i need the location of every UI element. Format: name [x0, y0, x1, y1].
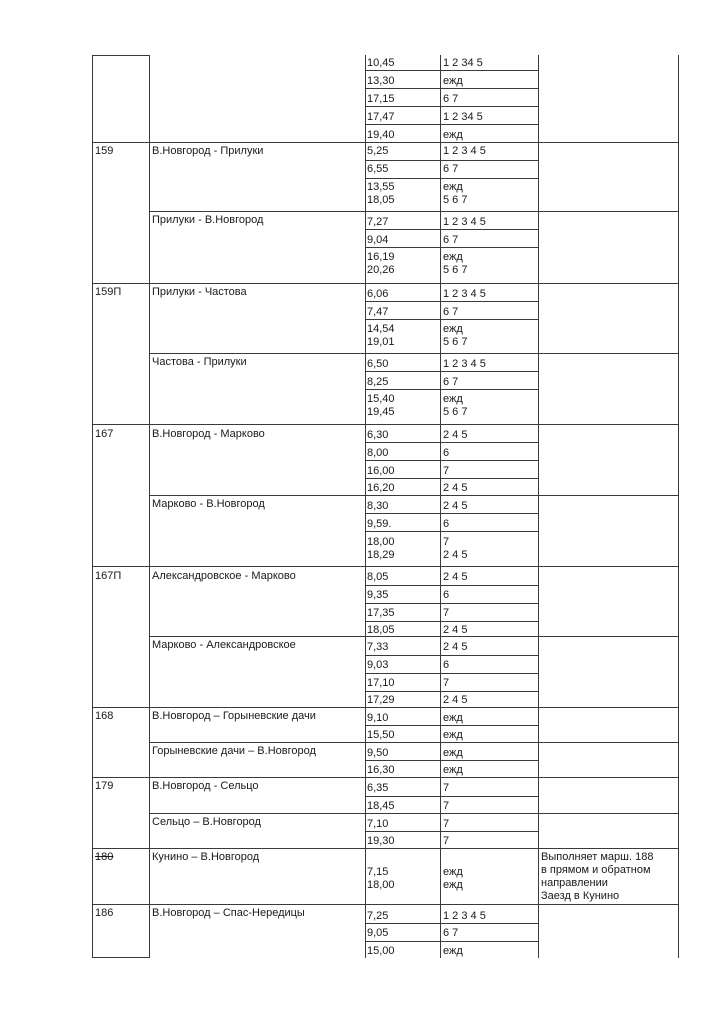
segment-separator: [149, 742, 679, 743]
time-cell: 19,45: [367, 406, 395, 418]
time-cell: 9,35: [367, 589, 389, 601]
days-cell: 7: [443, 818, 450, 830]
route-separator: [92, 424, 679, 425]
days-cell: 1 2 3 4 5: [443, 358, 486, 370]
time-cell: 6,35: [367, 782, 389, 794]
row-line: [365, 725, 538, 726]
row-line: [365, 389, 538, 390]
segment-name: В.Новгород – Спас-Нередицы: [152, 907, 305, 919]
days-cell: 7: [443, 782, 450, 794]
time-cell: 6,55: [367, 163, 389, 175]
row-line: [365, 478, 538, 479]
row-line: [365, 673, 538, 674]
days-cell: 6 7: [443, 927, 459, 939]
days-cell: ежд: [443, 181, 463, 193]
note-line: направлении: [541, 877, 608, 889]
row-line: [365, 655, 538, 656]
days-cell: 7: [443, 835, 450, 847]
row-line: [365, 160, 538, 161]
top-line-first-col: [92, 55, 149, 56]
route-separator: [92, 707, 679, 708]
time-cell: 9,03: [367, 659, 389, 671]
segment-name: Горыневские дачи – В.Новгород: [152, 745, 316, 757]
route-number: 179: [95, 780, 114, 792]
row-line: [365, 585, 538, 586]
segment-name: Частова - Прилуки: [152, 356, 247, 368]
segment-name: Александровское - Марково: [152, 570, 296, 582]
time-cell: 15,00: [367, 945, 395, 957]
time-cell: 19,01: [367, 336, 395, 348]
route-number-struck: 180: [95, 851, 114, 863]
row-line: [365, 229, 538, 230]
time-cell: 7,10: [367, 818, 389, 830]
route-separator: [92, 777, 679, 778]
row-line: [365, 442, 538, 443]
route-separator: [92, 848, 679, 849]
col-line-left: [92, 55, 93, 958]
row-line: [365, 831, 538, 832]
days-cell: 7: [443, 800, 450, 812]
days-cell: 6: [443, 518, 450, 530]
time-cell: 18,45: [367, 800, 395, 812]
time-cell: 9,10: [367, 712, 389, 724]
segment-name: В.Новгород - Марково: [152, 428, 265, 440]
row-line: [365, 621, 538, 622]
days-cell: ежд: [443, 866, 463, 878]
days-cell: ежд: [443, 729, 463, 741]
route-number: 159: [95, 145, 114, 157]
days-cell: ежд: [443, 712, 463, 724]
col-line-time-end: [440, 55, 441, 958]
days-cell: 7: [443, 677, 450, 689]
days-cell: 6 7: [443, 234, 459, 246]
days-cell: 6: [443, 659, 450, 671]
time-cell: 19,40: [367, 129, 395, 141]
time-cell: 6,50: [367, 358, 389, 370]
days-cell: 6 7: [443, 93, 459, 105]
days-cell: 2 4 5: [443, 482, 468, 494]
days-cell: 5 6 7: [443, 264, 468, 276]
days-cell: 7: [443, 465, 450, 477]
days-cell: ежд: [443, 75, 463, 87]
row-line: [365, 513, 538, 514]
days-cell: 1 2 3 4 5: [443, 288, 486, 300]
time-cell: 17,10: [367, 677, 395, 689]
days-cell: 7: [443, 607, 450, 619]
row-line: [365, 371, 538, 372]
days-cell: 6 7: [443, 306, 459, 318]
row-line: [365, 796, 538, 797]
days-cell: 1 2 34 5: [443, 57, 483, 69]
days-cell: ежд: [443, 323, 463, 335]
row-line: [365, 178, 538, 179]
time-cell: 14,54: [367, 323, 395, 335]
time-cell: 5,25: [367, 145, 389, 157]
days-cell: 5 6 7: [443, 194, 468, 206]
time-cell: 7,33: [367, 641, 389, 653]
time-cell: 18,00: [367, 536, 395, 548]
route-separator: [92, 566, 679, 567]
col-line-right: [678, 55, 679, 958]
time-cell: 6,30: [367, 429, 389, 441]
segment-name: Кунино – В.Новгород: [152, 851, 260, 863]
time-cell: 18,05: [367, 194, 395, 206]
row-line: [365, 923, 538, 924]
time-cell: 17,15: [367, 93, 395, 105]
days-cell: 2 4 5: [443, 571, 468, 583]
time-cell: 18,29: [367, 549, 395, 561]
segment-name: В.Новгород - Сельцо: [152, 780, 259, 792]
time-cell: 7,27: [367, 216, 389, 228]
row-line: [365, 531, 538, 532]
time-cell: 17,29: [367, 694, 395, 706]
top-row-line: [365, 88, 538, 89]
time-cell: 7,47: [367, 306, 389, 318]
route-separator: [92, 142, 679, 143]
segment-name: Прилуки - Частова: [152, 286, 247, 298]
col-line-route-end: [149, 55, 150, 958]
time-cell: 8,00: [367, 447, 389, 459]
row-line: [365, 691, 538, 692]
segment-name: Марково - В.Новгород: [152, 498, 265, 510]
time-cell: 8,30: [367, 500, 389, 512]
segment-name: Сельцо – В.Новгород: [152, 816, 261, 828]
time-cell: 8,25: [367, 376, 389, 388]
time-cell: 16,20: [367, 482, 395, 494]
days-cell: 2 4 5: [443, 624, 468, 636]
days-cell: ежд: [443, 764, 463, 776]
days-cell: ежд: [443, 879, 463, 891]
days-cell: ежд: [443, 393, 463, 405]
time-cell: 9,50: [367, 747, 389, 759]
time-cell: 7,15: [367, 866, 389, 878]
time-cell: 8,05: [367, 571, 389, 583]
row-line: [365, 603, 538, 604]
bottom-line: [92, 957, 150, 958]
days-cell: ежд: [443, 945, 463, 957]
row-line: [365, 760, 538, 761]
route-number: 159П: [95, 286, 122, 298]
note-line: в прямом и обратном: [541, 864, 651, 876]
days-cell: 2 4 5: [443, 429, 468, 441]
time-cell: 16,19: [367, 251, 395, 263]
top-row-line: [365, 124, 538, 125]
route-number: 167: [95, 428, 114, 440]
time-cell: 16,00: [367, 465, 395, 477]
time-cell: 7,25: [367, 910, 389, 922]
days-cell: 2 4 5: [443, 694, 468, 706]
row-line: [365, 301, 538, 302]
time-cell: 17,47: [367, 111, 395, 123]
row-line: [365, 247, 538, 248]
days-cell: 2 4 5: [443, 549, 468, 561]
days-cell: ежд: [443, 251, 463, 263]
time-cell: 10,45: [367, 57, 395, 69]
row-line: [365, 460, 538, 461]
days-cell: ежд: [443, 747, 463, 759]
time-cell: 13,30: [367, 75, 395, 87]
days-cell: 5 6 7: [443, 406, 468, 418]
time-cell: 20,26: [367, 264, 395, 276]
segment-separator: [149, 813, 679, 814]
segment-name: Прилуки - В.Новгород: [152, 214, 264, 226]
segment-separator: [149, 495, 679, 496]
days-cell: 2 4 5: [443, 641, 468, 653]
days-cell: 1 2 3 4 5: [443, 145, 486, 157]
segment-separator: [149, 636, 679, 637]
row-line: [365, 319, 538, 320]
top-row-line: [365, 70, 538, 71]
segment-separator: [149, 211, 679, 212]
time-cell: 15,40: [367, 393, 395, 405]
days-cell: 6: [443, 447, 450, 459]
segment-name: В.Новгород – Горыневские дачи: [152, 710, 316, 722]
time-cell: 9,59.: [367, 518, 392, 530]
route-number: 186: [95, 907, 114, 919]
days-cell: 1 2 34 5: [443, 111, 483, 123]
time-cell: 9,05: [367, 927, 389, 939]
segment-name: Марково - Александровское: [152, 639, 296, 651]
segment-name: В.Новгород - Прилуки: [152, 145, 264, 157]
time-cell: 16,30: [367, 764, 395, 776]
route-number: 168: [95, 710, 114, 722]
time-cell: 13,55: [367, 181, 395, 193]
days-cell: 6 7: [443, 163, 459, 175]
note-line: Заезд в Кунино: [541, 890, 620, 902]
time-cell: 19,30: [367, 835, 395, 847]
time-cell: 17,35: [367, 607, 395, 619]
days-cell: 5 6 7: [443, 336, 468, 348]
days-cell: 2 4 5: [443, 500, 468, 512]
time-cell: 9,04: [367, 234, 389, 246]
days-cell: 1 2 3 4 5: [443, 910, 486, 922]
time-cell: 18,05: [367, 624, 395, 636]
days-cell: 6 7: [443, 376, 459, 388]
time-cell: 18,00: [367, 879, 395, 891]
top-row-line: [365, 106, 538, 107]
segment-separator: [149, 353, 679, 354]
route-separator: [92, 904, 679, 905]
route-number: 167П: [95, 570, 122, 582]
col-line-days-end: [538, 55, 539, 958]
days-cell: 1 2 3 4 5: [443, 216, 486, 228]
route-separator: [92, 283, 679, 284]
days-cell: ежд: [443, 129, 463, 141]
days-cell: 7: [443, 536, 450, 548]
time-cell: 6,06: [367, 288, 389, 300]
note-line: Выполняет марш. 188: [541, 851, 654, 863]
row-line: [365, 941, 538, 942]
days-cell: 6: [443, 589, 450, 601]
time-cell: 15,50: [367, 729, 395, 741]
col-line-name-end: [365, 55, 366, 958]
